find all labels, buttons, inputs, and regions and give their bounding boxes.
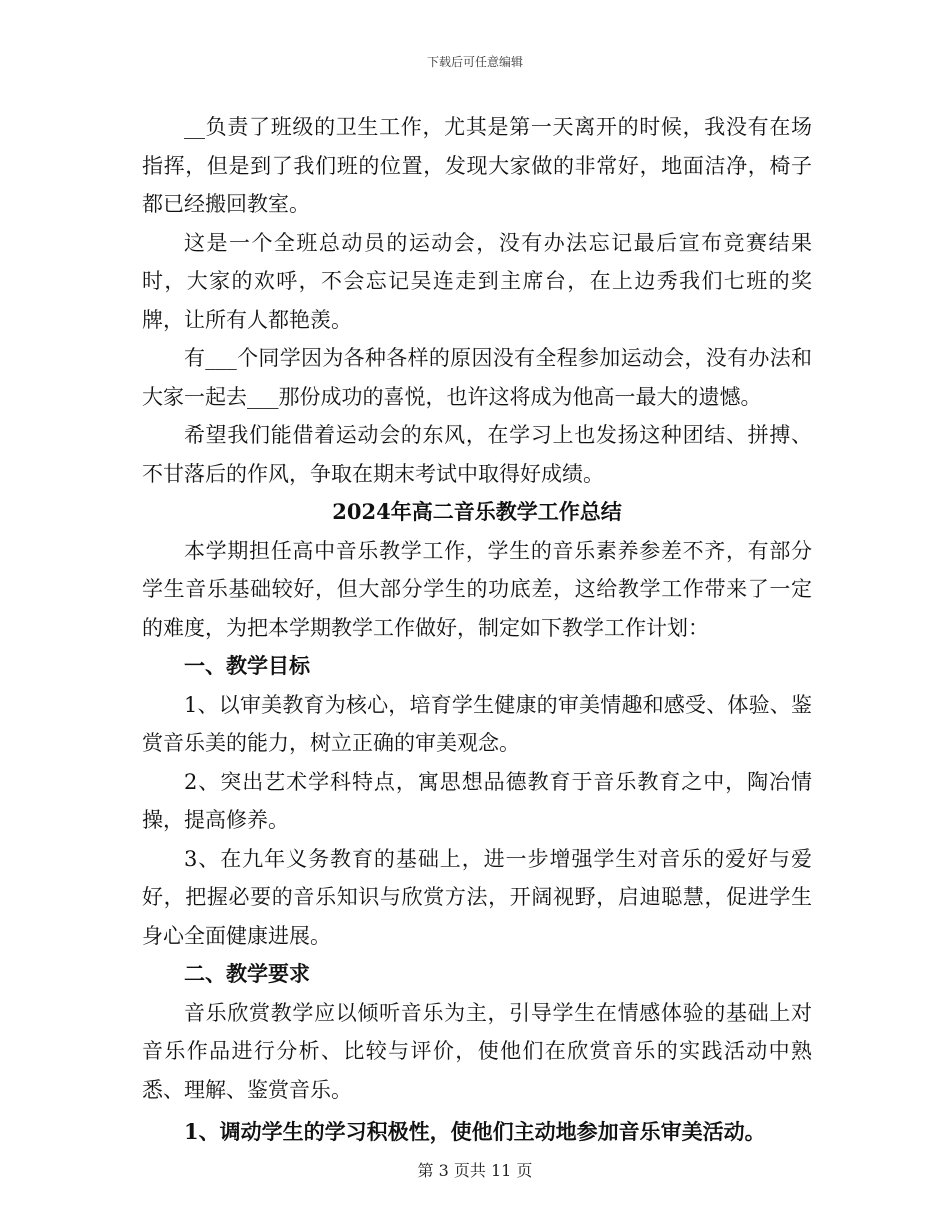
paragraph-goal-3: 3、在九年义务教育的基础上，进一步增强学生对音乐的爱好与爱好，把握必要的音乐知识与欣赏方法，开阔视野，启迪聪慧，促进学生身心全面健康进展。 — [142, 846, 812, 948]
page-header: 下载后可任意编辑 — [426, 55, 523, 69]
paragraph-requirement-1: 1、调动学生的学习积极性，使他们主动地参加音乐审美活动。 — [184, 1119, 766, 1144]
heading-teaching-goals: 一、教学目标 — [184, 653, 310, 678]
paragraph-sports-meet: 这是一个全班总动员的运动会，没有办法忘记最后宣布竞赛结果时，大家的欢呼，不会忘记吴连走到主席台，在上边秀我们七班的奖牌，让所有人都艳羡。 — [142, 230, 812, 332]
page-footer: 第 3 页共 11 页 — [417, 1161, 533, 1180]
paragraph-hygiene: __负责了班级的卫生工作，尤其是第一天离开的时候，我没有在场指挥，但是到了我们班的位置，发现大家做的非常好，地面洁净，椅子都已经搬回教室。 — [142, 115, 812, 216]
paragraph-appreciation: 音乐欣赏教学应以倾听音乐为主，引导学生在情感体验的基础上对音乐作品进行分析、比较与评价，使他们在欣赏音乐的实践活动中熟悉、理解、鉴赏音乐。 — [142, 1000, 812, 1102]
paragraph-goal-2: 2、突出艺术学科特点，寓思想品德教育于音乐教育之中，陶冶情操，提高修养。 — [142, 769, 812, 832]
paragraph-absent-students: 有___个同学因为各种各样的原因没有全程参加运动会，没有办法和大家一起去___那份成功的喜悦，也许这将成为他高一最大的遗憾。 — [142, 346, 812, 409]
paragraph-intro: 本学期担任高中音乐教学工作，学生的音乐素养参差不齐，有部分学生音乐基础较好，但大部分学生的功底差，这给教学工作带来了一定的难度，为把本学期教学工作做好，制定如下教学工作计划： — [142, 538, 812, 640]
section-title: 2024年高二音乐教学工作总结 — [332, 499, 622, 524]
document-body — [142, 108, 812, 1152]
paragraph-hope: 希望我们能借着运动会的东风，在学习上也发扬这种团结、拼搏、不甘落后的作风，争取在期末考试中取得好成绩。 — [142, 423, 812, 486]
paragraph-goal-1: 1、以审美教育为核心，培育学生健康的审美情趣和感受、体验、鉴赏音乐美的能力，树立正确的审美观念。 — [142, 692, 812, 755]
heading-teaching-requirements: 二、教学要求 — [184, 961, 310, 986]
